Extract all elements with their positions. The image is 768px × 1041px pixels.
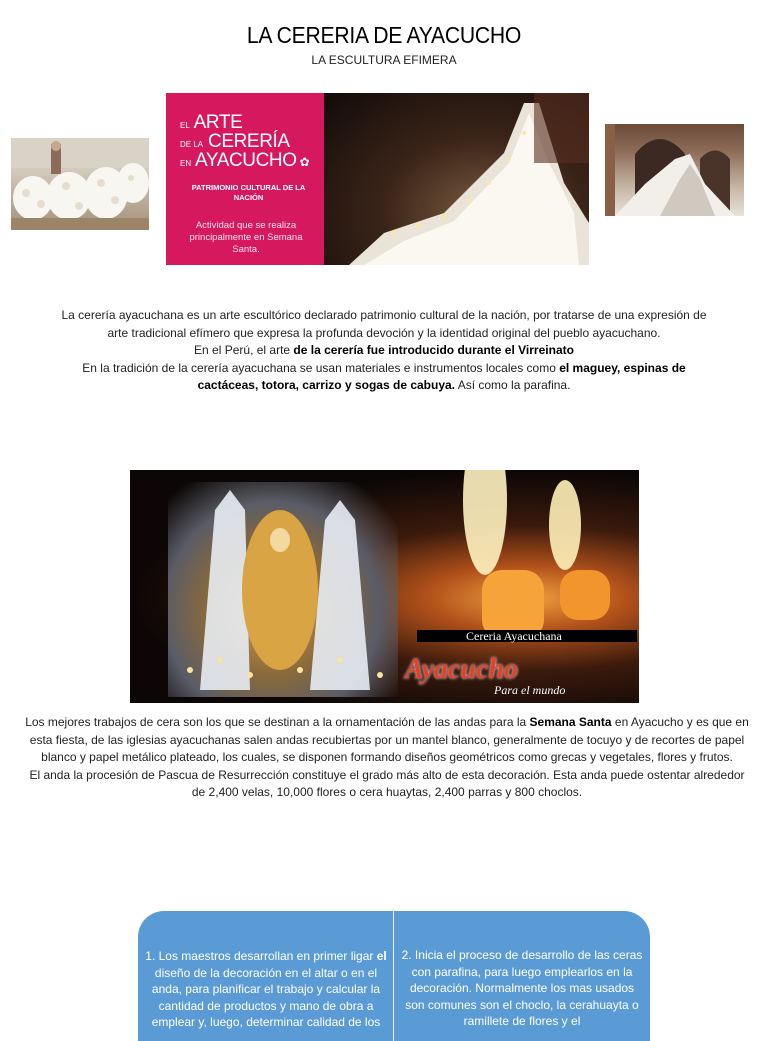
step-1-rest: diseño de la decoración en el altar o en el anda, para planificar el trabajo y calcular la cantidad de productos y mano de obra a emplear y, luego, determinar calidad de los: [151, 965, 381, 1029]
step-1-bold: el: [376, 949, 387, 963]
intro-line-2: [60, 342, 708, 360]
cereria-photo-left: [11, 138, 149, 230]
banner-patrimonio: PATRIMONIO CULTURAL DE LA NACIÓN: [191, 183, 306, 202]
body-text: [22, 714, 752, 802]
banner-image: [166, 93, 589, 265]
page-subtitle: LA ESCULTURA EFIMERA: [311, 53, 457, 67]
banner-word-cereria: CERERÍA: [208, 131, 290, 152]
andas-candles-scene: [130, 470, 639, 703]
body-paragraph-2: El anda la procesión de Pascua de Resurrección constituye el grado más alto de esta decoración. Esta anda puede ostentar alrededor de 2,400 velas, 10,000 flores o cera huaytas, 2,400 parras y 800 choclos.: [29, 767, 745, 799]
banner-andas-photo: [324, 93, 589, 265]
banner-actividad: Actividad que se realiza principalmente en Semana Santa.: [189, 220, 303, 255]
banner-title: EL ARTE DE LA CERERÍA EN AYACUCHO ✿: [180, 112, 310, 171]
photo-tagline: Para el mundo: [494, 683, 566, 697]
banner-word-arte: ARTE: [193, 112, 243, 133]
intro-line-2-bold: de la cerería fue introducido durante el Virreinato: [293, 343, 574, 357]
church-andas-illustration: [605, 124, 744, 216]
banner-title-panel: [166, 93, 324, 265]
step-1: [144, 948, 388, 1031]
photo-caption: Cereria Ayacuchana: [466, 629, 562, 643]
intro-line-1: La cerería ayacuchana es un arte escultórico declarado patrimonio cultural de la nación, por tratarse de una expresión de arte tradicional efímero que expresa la profunda devoción y la identidad original del pueblo ayacuchano.: [61, 308, 707, 340]
wax-arrangement-illustration: [11, 138, 149, 230]
andas-candles-illustration: [324, 93, 589, 265]
ayacucho-andas-photo: [130, 470, 639, 703]
banner-prefix-dela: DE LA: [180, 140, 204, 149]
step-1-text: 1. Los maestros desarrollan en primer ligar: [145, 949, 377, 963]
body-p1-text: Los mejores trabajos de cera son los que se destinan a la ornamentación de las andas para la: [25, 715, 530, 729]
banner-prefix-en: EN: [180, 159, 192, 168]
body-paragraph-1: [22, 714, 752, 767]
steps-divider: [393, 911, 394, 1041]
intro-text: [60, 307, 708, 395]
cereria-photo-right: [605, 124, 744, 216]
photo-brand-logo: Ayacucho: [405, 654, 519, 685]
banner-prefix-el: EL: [180, 121, 190, 130]
intro-line-3-suffix: Así como la parafina.: [455, 378, 571, 392]
intro-line-2-text: En el Perú, el arte: [194, 343, 294, 357]
intro-line-3-bold: el maguey, espinas de cactáceas, totora, carrizo y sogas de cabuya.: [197, 360, 686, 392]
page-title: LA CERERIA DE AYACUCHO: [246, 22, 522, 48]
intro-line-3-text: En la tradición de la cerería ayacuchana se usan materiales e instrumentos locales como: [82, 360, 560, 375]
intro-line-3: [60, 360, 708, 395]
body-p1-bold: Semana Santa: [529, 715, 612, 729]
banner-word-ayacucho: AYACUCHO: [194, 150, 297, 171]
step-2: 2. Inicia el proceso de desarrollo de las ceras con parafina, para luego emplearlos en la decoración. Normalmente los mas usados son comunes son el choclo, la cerahuayta o ramillete de flores y el: [401, 948, 643, 1028]
process-steps-box: [138, 911, 650, 1041]
body-p1-suffix: en Ayacucho y es que en esta fiesta, de las iglesias ayacuchanas salen andas recubiertas por un mantel blanco, generalmente de tocuyo y de recortes de papel blanco y papel metálico plateado, los cuales, se disponen formando diseños geométricos como grecas y vegetales, flores y frutos.: [29, 715, 749, 764]
